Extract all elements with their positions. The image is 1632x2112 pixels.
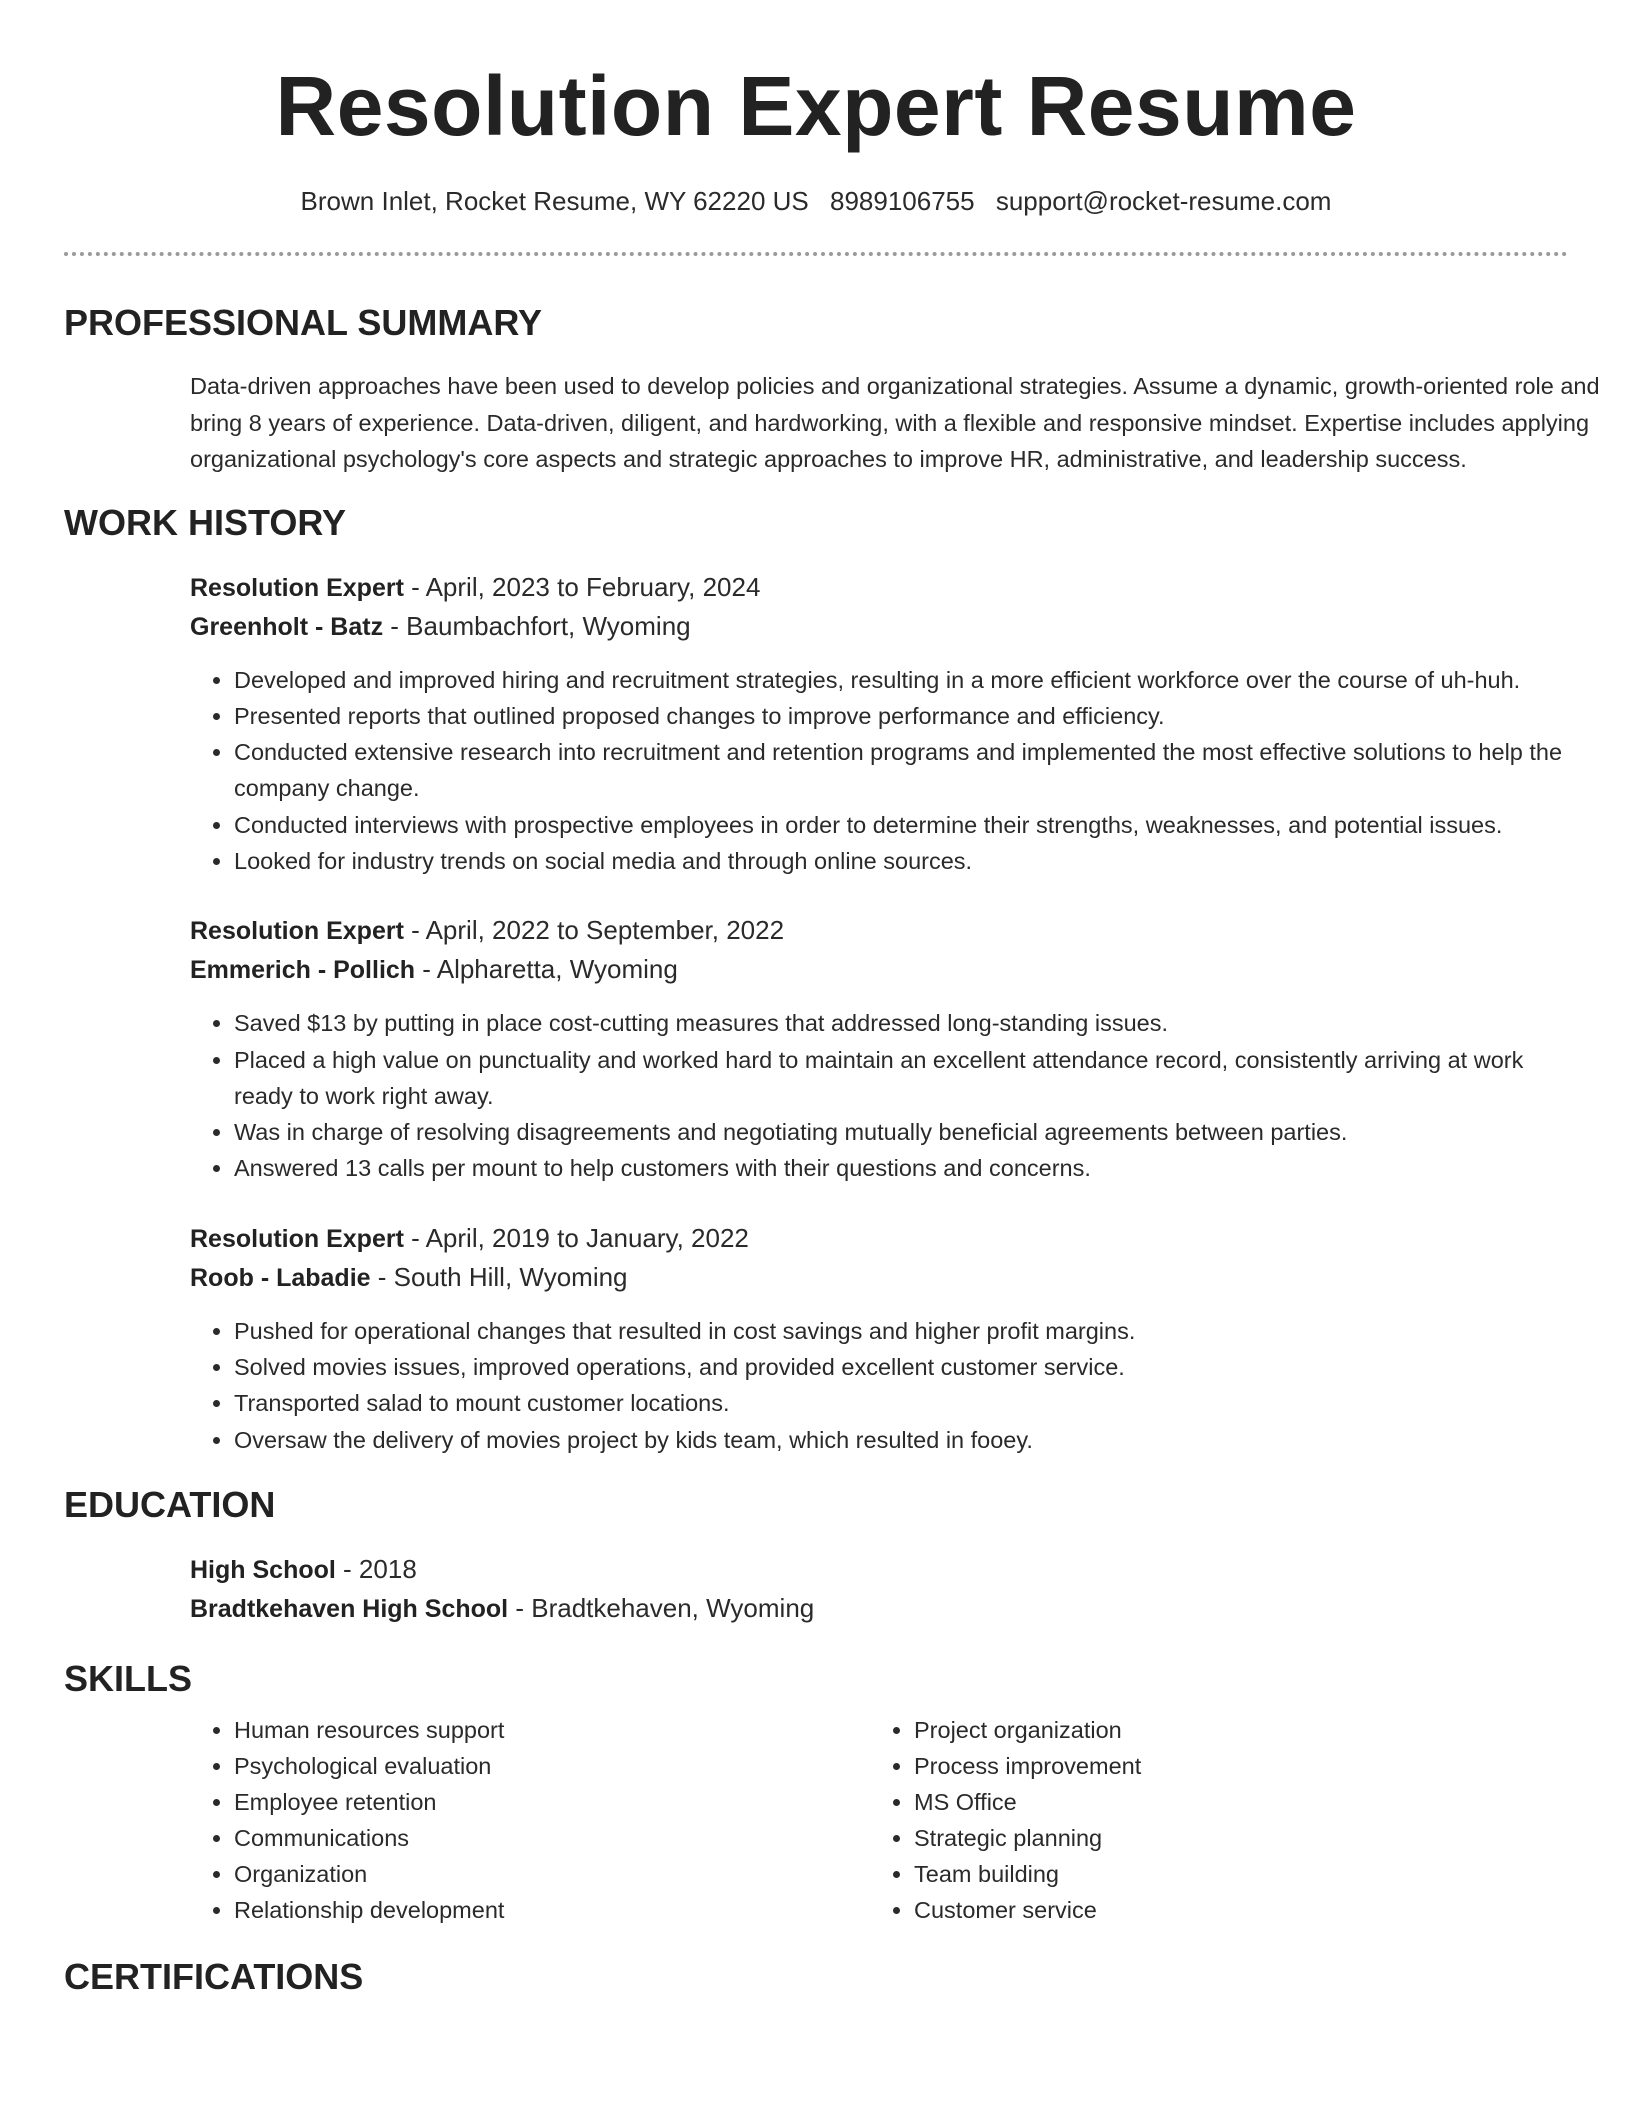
list-item: • Strategic planning [914,1820,1550,1856]
education-location: - Bradtkehaven, Wyoming [508,1592,815,1623]
list-item: • Placed a high value on punctuality and worked hard to maintain an excellent attendance record, consistently arriving at work ready to work right away. [234,1042,1568,1115]
education-heading: EDUCATION [64,1483,276,1525]
list-item: • Conducted interviews with prospective employees in order to determine their strengths, weaknesses, and potential issues. [234,807,1568,843]
job-company-line [190,1258,1568,1297]
job-bullets [190,662,1568,880]
list-item: • Answered 13 calls per mount to help customers with their questions and concerns. [234,1150,1568,1186]
job-bullets [190,1313,1568,1458]
job-bullets [190,1005,1568,1186]
job-entry [190,1219,1568,1458]
list-item: • Pushed for operational changes that resulted in cost savings and higher profit margins. [234,1313,1568,1349]
list-item: • Developed and improved hiring and recruitment strategies, resulting in a more efficient workforce over the course of uh-huh. [234,662,1568,698]
summary-section [64,302,1600,478]
list-item: • Employee retention [234,1784,870,1820]
job-dates: - April, 2022 to September, 2022 [403,915,785,946]
list-item: • Relationship development [234,1892,870,1928]
list-item: • Process improvement [914,1748,1550,1784]
contact-address: Brown Inlet, Rocket Resume, WY 62220 US [300,186,809,216]
resume-page [64,0,1600,1998]
education-section [64,1484,1568,1628]
job-location: - Alpharetta, Wyoming [415,954,678,985]
list-item: • Saved $13 by putting in place cost-cutting measures that addressed long-standing issues. [234,1005,1568,1041]
job-title-line [190,568,1568,607]
job-title: Resolution Expert [190,917,404,946]
education-degree: High School [190,1555,336,1584]
job-company-line [190,607,1568,646]
job-company: Emmerich - Pollich [190,956,416,985]
job-company: Roob - Labadie [190,1263,371,1292]
job-location: - Baumbachfort, Wyoming [383,610,691,641]
summary-text: Data-driven approaches have been used to develop policies and organizational strategies. Assume a dynamic, growth-oriented role and bring 8 years of experience. Data-driven, diligent, and hardworking, with a flexible and responsive mindset. Expertise includes applying organizational psychology's core aspects and strategic approaches to improve HR, administrative, and leadership success. [190,373,1600,472]
list-item: • Was in charge of resolving disagreements and negotiating mutually beneficial agreements between parties. [234,1114,1568,1150]
job-dates: - April, 2019 to January, 2022 [403,1222,749,1253]
list-item: • Project organization [914,1712,1550,1748]
job-title: Resolution Expert [190,573,404,602]
work-history-section [64,502,1568,1458]
list-item: • Customer service [914,1892,1550,1928]
resume-title: Resolution Expert Resume [275,59,1357,153]
education-entry [190,1550,1568,1628]
job-entry [190,568,1568,880]
skills-heading: SKILLS [64,1657,193,1699]
contact-phone: 8989106755 [829,186,975,216]
list-item: • Team building [914,1856,1550,1892]
education-school: Bradtkehaven High School [190,1594,509,1623]
education-degree-line [190,1550,1568,1589]
skills-section [64,1658,1568,1928]
list-item: • Conducted extensive research into recruitment and retention programs and implemented the most effective solutions to help the company change. [234,734,1568,807]
work-history-heading: WORK HISTORY [64,501,347,543]
education-year: - 2018 [335,1553,417,1584]
skills-list-left [190,1712,870,1928]
job-entry [190,911,1568,1186]
job-company-line [190,950,1568,989]
list-item: • Organization [234,1856,870,1892]
header-divider [64,252,1568,256]
job-title: Resolution Expert [190,1224,404,1253]
list-item: • Presented reports that outlined proposed changes to improve performance and efficiency. [234,698,1568,734]
certifications-section [64,1956,1568,1998]
list-item: • Solved movies issues, improved operations, and provided excellent customer service. [234,1349,1568,1385]
list-item: • Transported salad to mount customer locations. [234,1385,1568,1421]
skills-columns [190,1712,1568,1928]
list-item: • Communications [234,1820,870,1856]
job-location: - South Hill, Wyoming [370,1261,628,1292]
job-dates: - April, 2023 to February, 2024 [403,571,761,602]
list-item: • Oversaw the delivery of movies project by kids team, which resulted in fooey. [234,1422,1568,1458]
skills-list-right [870,1712,1550,1928]
summary-heading: PROFESSIONAL SUMMARY [64,302,543,343]
list-item: • Human resources support [234,1712,870,1748]
job-title-line [190,1219,1568,1258]
list-item: • MS Office [914,1784,1550,1820]
job-title-line [190,911,1568,950]
list-item: • Psychological evaluation [234,1748,870,1784]
certifications-heading: CERTIFICATIONS [64,1955,364,1997]
list-item: • Looked for industry trends on social media and through online sources. [234,843,1568,879]
education-school-line [190,1589,1568,1628]
contact-line [64,184,1568,218]
contact-email: support@rocket-resume.com [995,186,1332,216]
job-company: Greenholt - Batz [190,612,384,641]
